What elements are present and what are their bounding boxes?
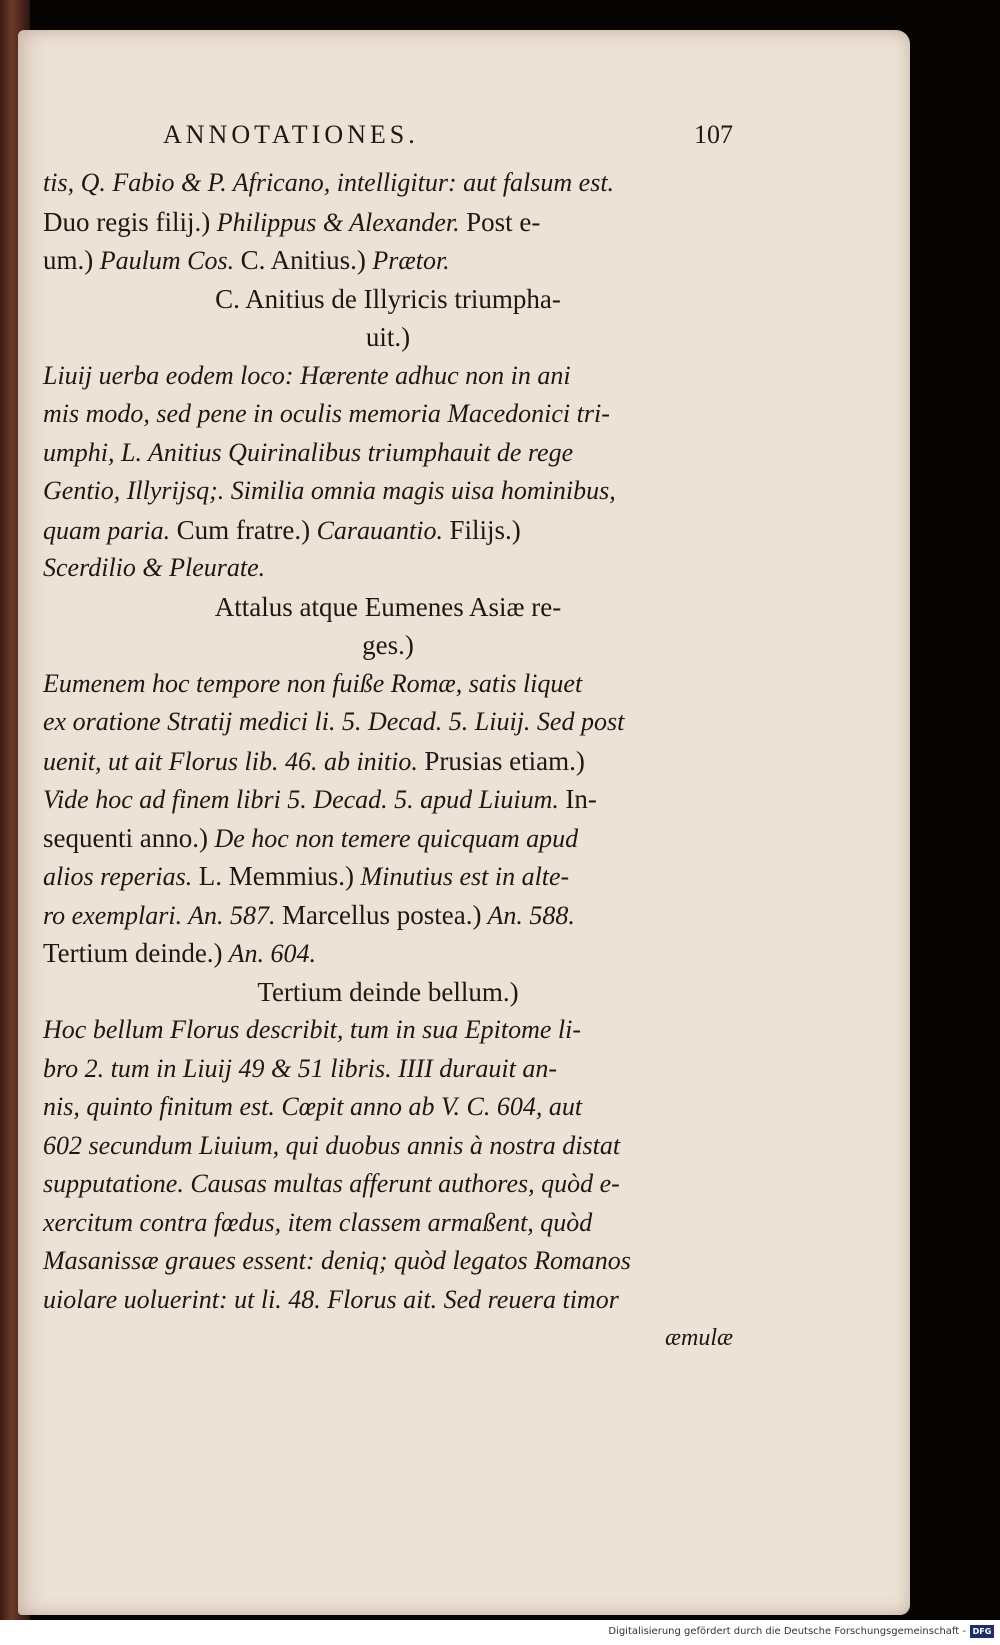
footer-bar — [0, 1620, 1000, 1645]
text-line — [43, 395, 733, 434]
lemma-text: Marcellus postea.) — [282, 899, 482, 930]
text-block — [43, 164, 733, 1319]
heading-text: C. Anitius de Illyricis triumpha- — [215, 283, 561, 314]
lemma-text: Cum fratre.) — [176, 514, 311, 545]
text-line — [43, 1011, 733, 1050]
text-line — [43, 665, 733, 704]
commentary-text: Carauantio. — [310, 515, 450, 545]
commentary-text: umphi, L. Anitius Quirinalibus triumphauit de rege — [43, 437, 574, 467]
section-heading-line — [43, 280, 733, 319]
commentary-text: Scerdilio & Pleurate. — [43, 553, 266, 582]
commentary-text: Hoc bellum Florus describit, tum in sua Epitome li- — [43, 1015, 582, 1044]
commentary-text: supputatione. Causas multas afferunt authores, quòd e- — [43, 1169, 620, 1198]
text-line — [43, 819, 733, 858]
lemma-text: Tertium deinde.) — [43, 938, 223, 968]
section-heading-line — [43, 588, 733, 627]
book-page — [18, 30, 910, 1615]
text-line — [43, 703, 733, 742]
commentary-text: quam paria. — [43, 515, 177, 545]
text-line — [43, 1242, 733, 1281]
text-line — [43, 434, 733, 473]
lemma-text: sequenti anno.) — [43, 822, 208, 853]
commentary-text: tis, Q. Fabio & P. Africano, intelligitur: aut falsum est. — [43, 168, 615, 197]
page-header — [43, 120, 733, 164]
commentary-text: alios reperias. — [43, 862, 199, 891]
commentary-text: An. 588. — [481, 900, 575, 930]
commentary-text: uenit, ut ait Florus lib. 46. ab initio. — [43, 746, 425, 776]
commentary-text: uiolare uoluerint: ut li. 48. Florus ait. Sed reuera timor — [43, 1284, 619, 1314]
lemma-text: um.) — [43, 245, 94, 275]
section-heading-line — [43, 318, 733, 357]
commentary-text: Eumenem hoc tempore non fuiße Romæ, satis liquet — [43, 668, 583, 698]
text-line — [43, 241, 733, 280]
commentary-text: Paulum Cos. — [93, 246, 241, 275]
lemma-text: Duo regis filij.) — [43, 206, 211, 237]
commentary-text: Masanissæ graues essent: deniq; quòd legatos Romanos — [43, 1246, 631, 1275]
lemma-text: L. Memmius.) — [198, 861, 355, 891]
text-line — [43, 357, 733, 396]
page-number: 107 — [694, 120, 733, 149]
commentary-text: Prætor. — [365, 246, 450, 275]
running-head: ANNOTATIONES. — [163, 120, 419, 149]
text-line — [43, 934, 733, 973]
text-line — [43, 1050, 733, 1089]
heading-text: ges.) — [362, 630, 414, 660]
footer-credit: Digitalisierung gefördert durch die Deutsche Forschungsgemeinschaft - — [608, 1626, 966, 1637]
text-line — [43, 472, 733, 511]
lemma-text: In- — [565, 784, 597, 814]
lemma-text: Filijs.) — [449, 514, 521, 545]
commentary-text: Philippus & Alexander. — [210, 207, 467, 237]
catchword: æmulæ — [664, 1325, 733, 1351]
text-line — [43, 511, 733, 550]
section-heading-line — [43, 626, 733, 665]
text-line — [43, 203, 733, 242]
text-line — [43, 1165, 733, 1204]
commentary-text: De hoc non temere quicquam apud — [207, 823, 579, 853]
heading-text: uit.) — [365, 322, 411, 352]
text-line — [43, 164, 733, 203]
text-line — [43, 1281, 733, 1320]
commentary-text: ro exemplari. An. 587. — [43, 900, 283, 930]
text-line — [43, 1204, 733, 1243]
text-line — [43, 742, 733, 781]
commentary-text: An. 604. — [222, 939, 316, 968]
dfg-logo: DFG — [970, 1625, 994, 1638]
commentary-text: xercitum contra fœdus, item classem armaßent, quòd — [43, 1207, 593, 1237]
commentary-text: Liuij uerba eodem loco: Hærente adhuc non in ani — [43, 360, 571, 390]
commentary-text: Vide hoc ad finem libri 5. Decad. 5. apud Liuium. — [43, 785, 566, 814]
section-heading-line — [43, 973, 733, 1012]
text-line — [43, 1088, 733, 1127]
commentary-text: Minutius est in alte- — [354, 862, 570, 891]
text-line — [43, 549, 733, 588]
heading-text: Tertium deinde bellum.) — [257, 976, 519, 1007]
text-line — [43, 780, 733, 819]
text-line — [43, 857, 733, 896]
heading-text: Attalus atque Eumenes Asiæ re- — [214, 591, 562, 622]
lemma-text: Prusias etiam.) — [424, 745, 585, 776]
commentary-text: mis modo, sed pene in oculis memoria Macedonici tri- — [43, 399, 610, 428]
commentary-text: bro 2. tum in Liuij 49 & 51 libris. IIII durauit an- — [43, 1053, 557, 1083]
commentary-text: Gentio, Illyrijsq;. Similia omnia magis uisa hominibus, — [43, 476, 616, 505]
text-line — [43, 1127, 733, 1166]
lemma-text: C. Anitius.) — [240, 245, 366, 275]
commentary-text: nis, quinto finitum est. Cœpit anno ab V. C. 604, aut — [43, 1092, 583, 1121]
page-text — [43, 120, 733, 1358]
commentary-text: 602 secundum Liuium, qui duobus annis à nostra distat — [43, 1130, 621, 1160]
commentary-text: ex oratione Stratij medici li. 5. Decad. 5. Liuij. Sed post — [43, 707, 625, 736]
lemma-text: Post e- — [466, 206, 541, 237]
text-line — [43, 896, 733, 935]
